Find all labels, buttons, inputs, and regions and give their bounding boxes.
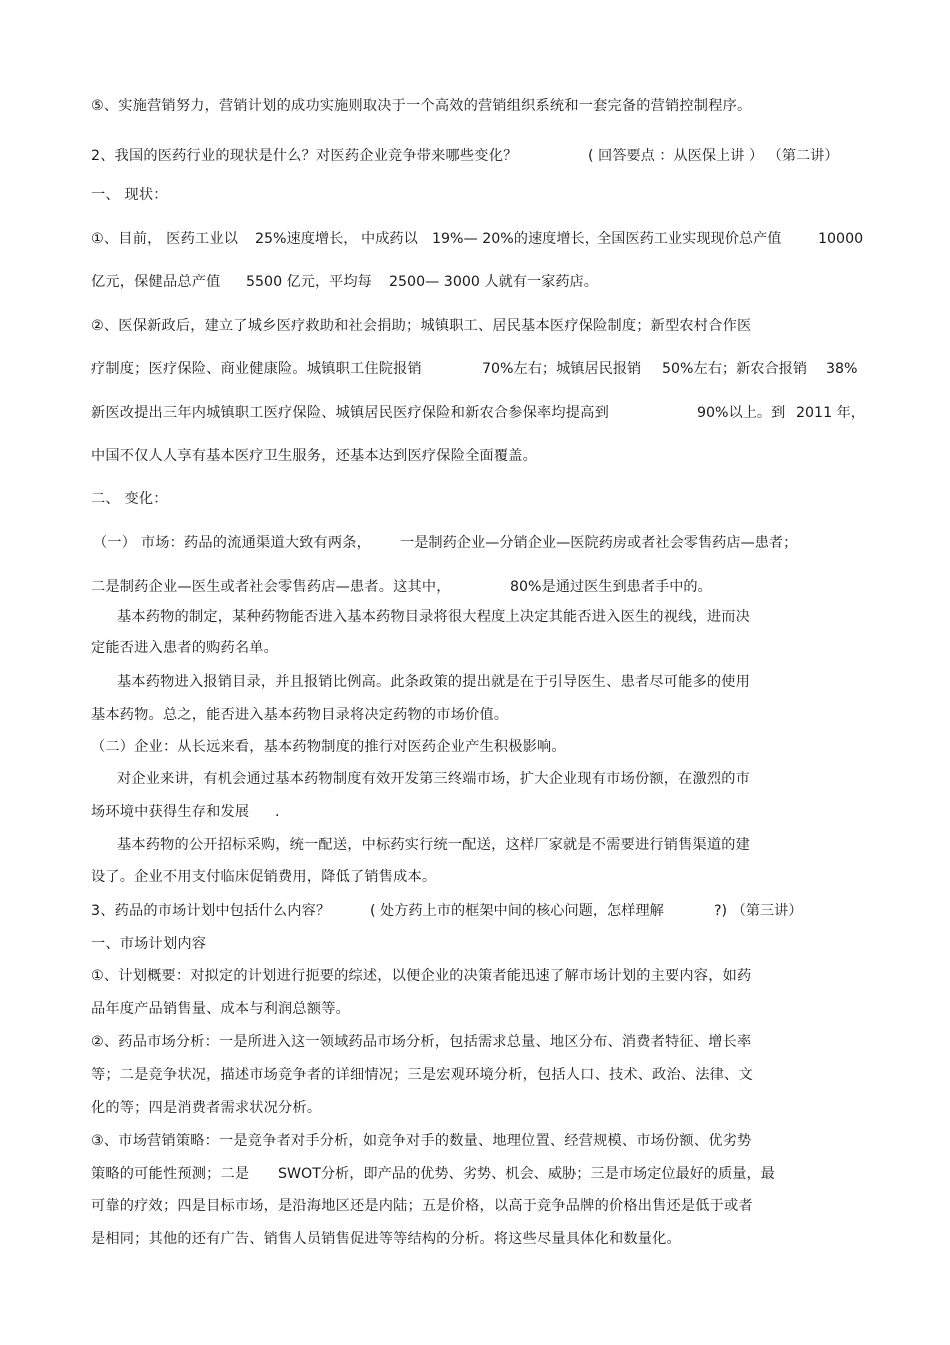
text-segment: SWOT分析，即产品的优势、劣势、机会、威胁；三是市场定位最好的质量，最 bbox=[278, 1166, 775, 1182]
paragraph-line: ⑤、实施营销努力，营销计划的成功实施则取决于一个高效的营销组织系统和一套完备的营销控制程序。 bbox=[91, 98, 752, 114]
text-segment: 38% bbox=[826, 361, 858, 377]
text-segment: 10000 bbox=[818, 231, 864, 247]
paragraph-line: （二）企业：从长远来看，基本药物制度的推行对医药企业产生积极影响。 bbox=[91, 739, 566, 755]
paragraph-line: 可靠的疗效；四是目标市场，是沿海地区还是内陆；五是价格，以高于竞争品牌的价格出售还是低于或者 bbox=[91, 1198, 753, 1214]
text-segment: 80%是通过医生到患者手中的。 bbox=[510, 579, 712, 595]
paragraph-line: 基本药物。总之，能否进入基本药物目录将决定药物的市场价值。 bbox=[91, 707, 509, 723]
text-segment: 全国医药工业实现现价总产值 bbox=[597, 231, 782, 247]
paragraph-line: 场环境中获得生存和发展 bbox=[91, 804, 250, 820]
question-3-note-end: ?) （第三讲） bbox=[714, 903, 803, 919]
paragraph-line: 亿元，保健品总产值 bbox=[91, 274, 221, 290]
text-segment: . bbox=[275, 804, 280, 820]
text-segment: 90%以上。到 bbox=[697, 405, 786, 421]
paragraph-line: 设了。企业不用支付临床促销费用，降低了销售成本。 bbox=[91, 869, 437, 885]
question-2-note: ( 回答要点 ：从医保上讲 ） （第二讲） bbox=[588, 148, 839, 164]
paragraph-line: 基本药物的公开招标采购，统一配送，中标药实行统一配送，这样厂家就是不需要进行销售渠道的建 bbox=[117, 837, 751, 853]
paragraph-line: ②、医保新政后，建立了城乡医疗救助和社会捐助；城镇职工、居民基本医疗保险制度；新型农村合作医 bbox=[91, 318, 752, 334]
text-segment: 70%左右；城镇居民报销 bbox=[482, 361, 642, 377]
paragraph-line: ①、计划概要：对拟定的计划进行扼要的综述，以便企业的决策者能迅速了解市场计划的主要内容，如药 bbox=[91, 968, 752, 984]
paragraph-line: 对企业来讲，有机会通过基本药物制度有效开发第三终端市场，扩大企业现有市场份额，在激烈的市 bbox=[117, 771, 751, 787]
section-heading: 一、 现状： bbox=[91, 187, 168, 203]
question-3-note: ( 处方药上市的框架中间的核心问题，怎样理解 bbox=[370, 903, 664, 919]
text-segment: 19%— 20%的速度增长， bbox=[432, 231, 599, 247]
paragraph-line: 基本药物进入报销目录，并且报销比例高。此条政策的提出就是在于引导医生、患者尽可能多的使用 bbox=[117, 674, 751, 690]
text-segment: 25%速度增长， bbox=[255, 231, 358, 247]
text-segment: 2011 年， bbox=[796, 405, 865, 421]
paragraph-line: 化的等；四是消费者需求状况分析。 bbox=[91, 1100, 322, 1116]
paragraph-line: ①、目前， 医药工业以 bbox=[91, 231, 239, 247]
text-segment: 2500— 3000 人就有一家药店。 bbox=[389, 274, 598, 290]
paragraph-line: ②、药品市场分析：一是所进入这一领域药品市场分析，包括需求总量、地区分布、消费者特征、增长率 bbox=[91, 1034, 752, 1050]
paragraph-line: 中国不仅人人享有基本医疗卫生服务，还基本达到医疗保险全面覆盖。 bbox=[91, 448, 538, 464]
paragraph-line: 二是制药企业—医生或者社会零售药店—患者。这其中， bbox=[91, 579, 451, 595]
paragraph-line: 品年度产品销售量、成本与利润总额等。 bbox=[91, 1001, 350, 1017]
text-segment: 5500 亿元，平均每 bbox=[246, 274, 372, 290]
paragraph-line: 等；二是竞争状况，描述市场竞争者的详细情况；三是宏观环境分析，包括人口、技术、政治、法律、文 bbox=[91, 1067, 753, 1083]
question-2-heading: 2、我国的医药行业的现状是什么？对医药企业竞争带来哪些变化？ bbox=[91, 148, 518, 164]
question-3-heading: 3、药品的市场计划中包括什么内容？ bbox=[91, 903, 331, 919]
section-heading: 一、市场计划内容 bbox=[91, 936, 207, 952]
paragraph-line: 疗制度；医疗保险、商业健康险。城镇职工住院报销 bbox=[91, 361, 422, 377]
paragraph-line: 基本药物的制定，某种药物能否进入基本药物目录将很大程度上决定其能否进入医生的视线，进而决 bbox=[117, 609, 751, 625]
section-heading: 二、 变化： bbox=[91, 491, 168, 507]
text-segment: 中成药以 bbox=[361, 231, 418, 247]
text-segment: 50%左右；新农合报销 bbox=[662, 361, 808, 377]
text-segment: 一是制药企业—分销企业—医院药房或者社会零售药店—患者； bbox=[400, 535, 798, 551]
paragraph-line: 新医改提出三年内城镇职工医疗保险、城镇居民医疗保险和新农合参保率均提高到 bbox=[91, 405, 609, 421]
paragraph-line: 定能否进入患者的购药名单。 bbox=[91, 640, 279, 656]
paragraph-line: 是相同；其他的还有广告、销售人员销售促进等等结构的分析。将这些尽量具体化和数量化。 bbox=[91, 1231, 681, 1247]
paragraph-line: （一） 市场：药品的流通渠道大致有两条， bbox=[93, 535, 372, 551]
paragraph-line: ③、市场营销策略：一是竞争者对手分析，如竞争对手的数量、地理位置、经营规模、市场份额、优劣势 bbox=[91, 1133, 752, 1149]
paragraph-line: 策略的可能性预测；二是 bbox=[91, 1166, 250, 1182]
